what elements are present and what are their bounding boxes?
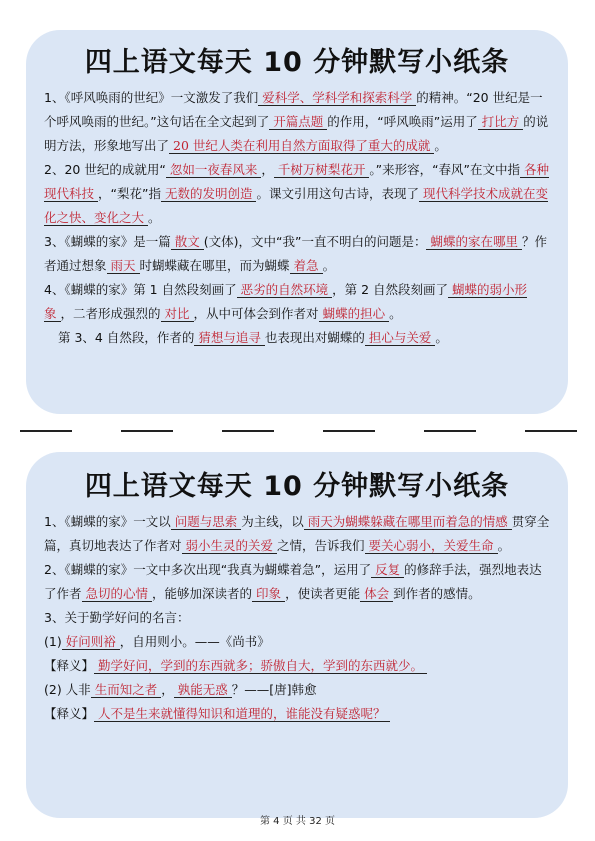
answer: 无数的发明创造 — [161, 186, 257, 202]
cut-dash — [424, 430, 476, 432]
text: 的精神。“20 世纪是一个呼风唤雨的世纪。”这句话在全文起到了 — [44, 90, 543, 129]
question-2 — [44, 558, 550, 606]
text: 2、20 世纪的成就用“ — [44, 162, 166, 177]
answer: 现代科学技术成就在变化之快、变化之大 — [44, 186, 549, 225]
answer: 千树万树梨花开 — [274, 162, 370, 178]
card-title: 四上语文每天 10 分钟默写小纸条 — [84, 471, 510, 502]
answer: 弱小生灵的关爱 — [182, 538, 278, 554]
answer: 印象 — [252, 586, 285, 602]
answer: 蝴蝶的弱小形象 — [44, 282, 528, 321]
answer: 20 世纪人类在利用自然方面取得了重大的成就 — [169, 138, 434, 154]
text: 1、《蝴蝶的家》一文以 — [44, 514, 171, 529]
text: 。 — [435, 330, 448, 345]
text: 时蝴蝶藏在哪里，而为蝴蝶 — [139, 258, 290, 273]
text: (1) — [44, 634, 62, 649]
question-4 — [44, 278, 550, 326]
answer: 忽如一夜春风来 — [166, 162, 262, 178]
text: 第 3、4 自然段，作者的 — [58, 330, 195, 345]
answer: 蝴蝶的家在哪里 — [426, 234, 522, 250]
text: 之情，告诉我们 — [277, 538, 365, 553]
question-3 — [44, 230, 550, 278]
worksheet-card-bottom — [26, 452, 568, 818]
text: ， — [261, 162, 274, 177]
answer: 打比方 — [478, 114, 524, 130]
answer: 开篇点题 — [269, 114, 327, 130]
text: 的修辞手法，强烈地表达了作者 — [44, 562, 542, 601]
answer: 生而知之者 — [91, 682, 162, 698]
explanation-2 — [44, 702, 550, 726]
text: 2、《蝴蝶的家》一文中多次出现“我真为蝴蝶着急”，运用了 — [44, 562, 372, 577]
answer: 急切的心情 — [82, 586, 153, 602]
text: ， — [161, 682, 174, 697]
page-footer: 第 4 页 共 32 页 — [260, 816, 335, 827]
quote-1 — [44, 630, 550, 654]
text: 。 — [322, 258, 336, 273]
text: 4、《蝴蝶的家》第 1 自然段刻画了 — [44, 282, 237, 297]
answer: 勤学好问，学到的东西就多；骄傲自大，学到的东西就少。 — [94, 658, 427, 674]
worksheet-card-top — [26, 30, 568, 414]
text: 的作用，“呼风唤雨”运用了 — [327, 114, 478, 129]
answer: 恶劣的自然环境 — [237, 282, 333, 298]
text: ，“梨花”指 — [98, 186, 161, 201]
text: ？作者通过想象 — [44, 234, 547, 273]
text: 到作者的感情。 — [393, 586, 481, 601]
text: 【释义】 — [44, 658, 95, 673]
answer: 要关心弱小，关爱生命 — [365, 538, 498, 554]
cut-dash — [121, 430, 173, 432]
text: ，第 2 自然段刻画了 — [332, 282, 449, 297]
cut-dash — [20, 430, 72, 432]
text: 【释义】 — [44, 706, 95, 721]
text: 也表现出对蝴蝶的 — [264, 330, 365, 345]
answer: 猜想与追寻 — [194, 330, 265, 346]
question-4-continued — [44, 326, 550, 350]
text: ，二者形成强烈的 — [60, 306, 161, 321]
text: ，使读者更能 — [285, 586, 361, 601]
cut-line — [20, 430, 580, 433]
answer: 蝴蝶的担心 — [319, 306, 390, 322]
answer: 体会 — [360, 586, 393, 602]
text: (2) 人非 — [44, 682, 91, 697]
text: ？——[唐]韩愈 — [231, 682, 317, 697]
text: 。 — [434, 138, 447, 153]
explanation-1 — [44, 654, 550, 678]
answer: 着急 — [290, 258, 323, 274]
quote-2 — [44, 678, 550, 702]
answer: 各种现代科技 — [44, 162, 550, 201]
text: 。”来形容，“春风”在文中指 — [369, 162, 521, 177]
answer: 对比 — [161, 306, 194, 322]
text: ，自用则小。——《尚书》 — [119, 634, 270, 649]
question-1 — [44, 510, 550, 558]
answer: 爱科学、学科学和探索科学 — [258, 90, 416, 106]
question-2 — [44, 158, 550, 230]
text: 。课文引用这句古诗，表现了 — [256, 186, 419, 201]
text: 3、《蝴蝶的家》是一篇 — [44, 234, 171, 249]
answer: 反复 — [371, 562, 404, 578]
answer: 雨天为蝴蝶躲藏在哪里而着急的情感 — [304, 514, 512, 530]
answer: 散文 — [171, 234, 204, 250]
text: 。 — [389, 306, 402, 321]
answer: 问题与思索 — [171, 514, 242, 530]
text: 3、关于勤学好问的名言： — [44, 610, 190, 625]
text: 。 — [148, 210, 161, 225]
text: (文体)，文中“我”一直不明白的问题是： — [203, 234, 427, 249]
text: 1、《呼风唤雨的世纪》一文激发了我们 — [44, 90, 259, 105]
answer: 担心与关爱 — [365, 330, 436, 346]
question-1 — [44, 86, 550, 158]
cut-dash — [323, 430, 375, 432]
text: 的说明方法，形象地写出了 — [44, 114, 549, 153]
text: 。 — [497, 538, 511, 553]
text: ，能够加深读者的 — [152, 586, 253, 601]
answer: 好问则裕 — [62, 634, 120, 650]
cut-dash — [222, 430, 274, 432]
text: ，从中可体会到作者对 — [193, 306, 319, 321]
answer: 孰能无惑 — [174, 682, 232, 698]
answer: 人不是生来就懂得知识和道理的，谁能没有疑惑呢？ — [94, 706, 390, 722]
text: 贯穿全篇，真切地表达了作者对 — [44, 514, 550, 553]
answer: 雨天 — [107, 258, 140, 274]
question-3 — [44, 606, 550, 630]
card-title: 四上语文每天 10 分钟默写小纸条 — [84, 47, 510, 78]
text: 为主线，以 — [241, 514, 304, 529]
cut-dash — [525, 430, 577, 432]
